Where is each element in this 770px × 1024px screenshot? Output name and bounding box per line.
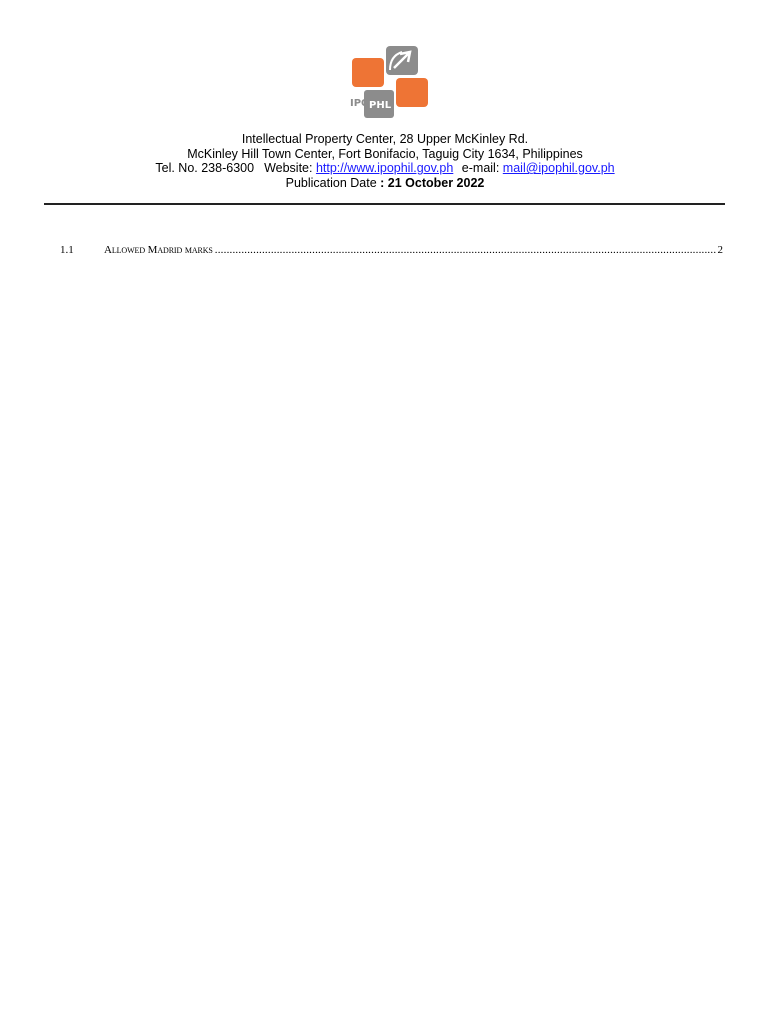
email-label: e-mail: [461,161,500,176]
toc-entry-page: 2 [717,244,723,256]
toc-entry[interactable] [60,244,723,256]
publication-date-label: Publication Date [285,175,377,190]
toc-dot-leader [215,244,716,256]
website-link[interactable]: http://www.ipophil.gov.ph [315,161,454,176]
publication-date-line [0,176,770,191]
address-line-1: Intellectual Property Center, 28 Upper McKinley Rd. [241,132,529,146]
ipophl-logo [336,40,436,120]
header-divider [44,203,725,205]
telephone-number: Tel. No. 238-6300 [155,161,255,176]
address-line-2: McKinley Hill Town Center, Fort Bonifacio, Taguig City 1634, Philippines [187,146,583,161]
logo-orange-square-top [352,58,384,87]
logo-ipo-text: IPO [350,98,370,109]
publication-date-value: : 21 October 2022 [380,175,485,190]
logo-orange-square-bottom [396,78,428,107]
logo-phl-text: PHL [369,100,392,111]
website-label: Website: [264,161,313,176]
toc-entry-number: 1.1 [60,244,74,256]
toc-entry-title[interactable]: Allowed Madrid marks [104,244,213,256]
email-link[interactable]: mail@ipophil.gov.ph [502,161,615,176]
contact-line [0,161,770,176]
office-address-block [0,132,770,190]
